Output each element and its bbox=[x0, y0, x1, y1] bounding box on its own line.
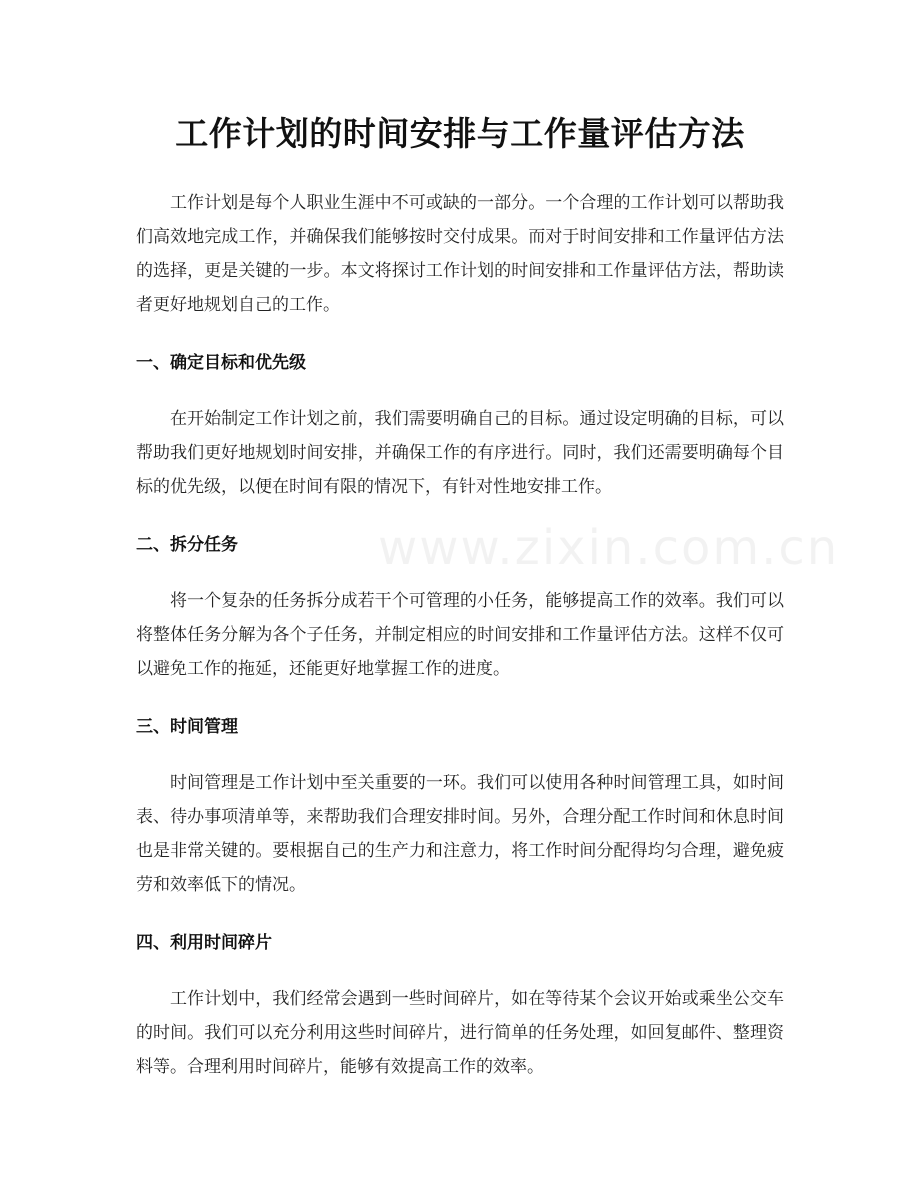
section-paragraph: 将一个复杂的任务拆分成若干个可管理的小任务，能够提高工作的效率。我们可以将整体任务分解为各个子任务，并制定相应的时间安排和工作量评估方法。这样不仅可以避免工作的拖延，还能更好地掌握工作的进度。 bbox=[136, 591, 784, 679]
section-heading: 二、拆分任务 bbox=[136, 535, 238, 555]
section-heading: 四、利用时间碎片 bbox=[136, 933, 272, 953]
section-paragraph: 时间管理是工作计划中至关重要的一环。我们可以使用各种时间管理工具，如时间表、待办事项清单等，来帮助我们合理安排时间。另外，合理分配工作时间和休息时间也是非常关键的。要根据自己的生产力和注意力，将工作时间分配得均匀合理，避免疲劳和效率低下的情况。 bbox=[136, 773, 784, 895]
section-heading: 三、时间管理 bbox=[136, 717, 238, 737]
section-time-fragments bbox=[136, 926, 784, 1084]
document-title: 工作计划的时间安排与工作量评估方法 bbox=[175, 114, 745, 153]
section-paragraph: 工作计划中，我们经常会遇到一些时间碎片，如在等待某个会议开始或乘坐公交车的时间。我们可以充分利用这些时间碎片，进行简单的任务处理，如回复邮件、整理资料等。合理利用时间碎片，能够有效提高工作的效率。 bbox=[136, 989, 784, 1077]
section-time-management bbox=[136, 710, 784, 902]
section-goals bbox=[136, 346, 784, 504]
section-heading: 一、确定目标和优先级 bbox=[136, 353, 306, 373]
watermark: www.zixin.com.cn bbox=[378, 520, 840, 576]
section-paragraph: 在开始制定工作计划之前，我们需要明确自己的目标。通过设定明确的目标，可以帮助我们更好地规划时间安排，并确保工作的有序进行。同时，我们还需要明确每个目标的优先级，以便在时间有限的情况下，有针对性地安排工作。 bbox=[136, 409, 784, 497]
intro-paragraph: 工作计划是每个人职业生涯中不可或缺的一部分。一个合理的工作计划可以帮助我们高效地完成工作，并确保我们能够按时交付成果。而对于时间安排和工作量评估方法的选择，更是关键的一步。本文将探讨工作计划的时间安排和工作量评估方法，帮助读者更好地规划自己的工作。 bbox=[136, 193, 784, 315]
intro-block bbox=[136, 186, 784, 322]
section-split-tasks bbox=[136, 528, 784, 686]
